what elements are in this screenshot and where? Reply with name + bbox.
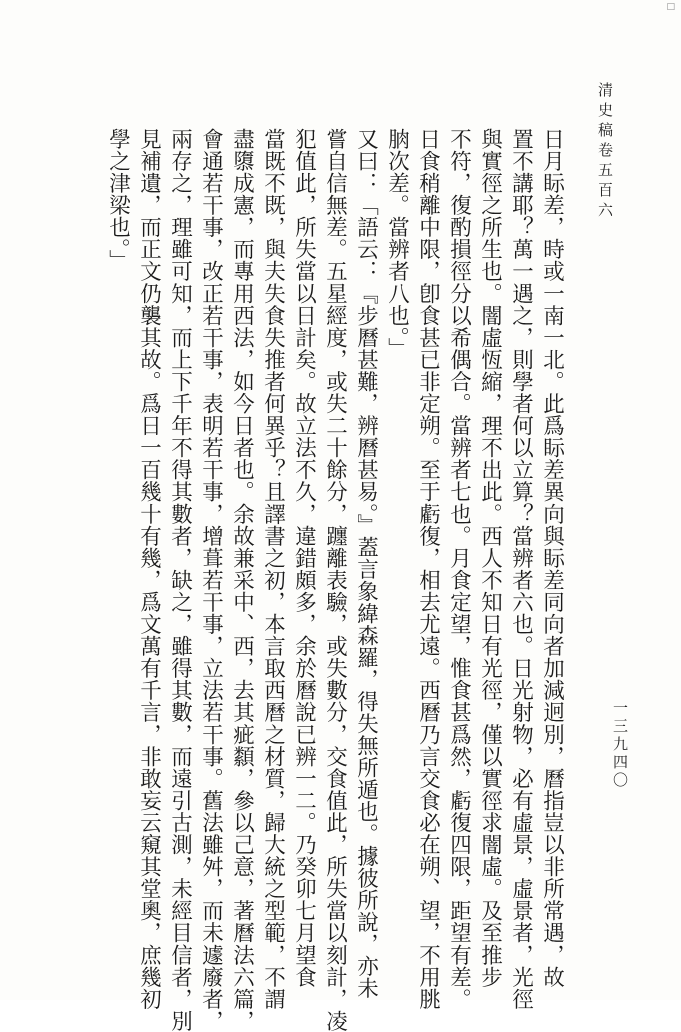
text-column: 當既不既，與夫失食失推者何異乎？且譯書之初，本言取西曆之材質，歸大統之型範，不謂 xyxy=(260,128,286,1010)
text-column: 見補遺，而正文仍襲其故。爲日一百幾十有幾，爲文萬有千言，非敢妄云窺其堂奧，庶幾初 xyxy=(136,128,162,1010)
text-column: 嘗自信無差。五星經度，或失二十餘分，躔離表驗，或失數分，交食值此，所失當以刻計，凌 xyxy=(322,128,348,1032)
text-column: 盡隳成憲，而專用西法，如今日者也。余故兼采中、西，去其疵纇，參以己意，著曆法六篇， xyxy=(229,128,255,1032)
running-header-title: 清史稿卷五百六 xyxy=(596,82,614,222)
text-column: 日月眎差，時或一南一北。此爲眎差異向與眎差同向者加減迥別，曆指豈以非所常遇，故 xyxy=(539,128,565,988)
page-number: 一三九四〇 xyxy=(611,700,629,790)
text-column: 與實徑之所生也。闇虛恆縮，理不出此。西人不知日有光徑，僅以實徑求闇虛。及至推步 xyxy=(477,128,503,988)
text-column: 不符，復酌損徑分以希偶合。當辨者七也。月食定望，惟食甚爲然，虧復四限，距望有差。 xyxy=(446,128,472,1010)
corner-mark: □ xyxy=(666,2,675,12)
text-column: 會通若干事，改正若干事，表明若干事，增葺若干事，立法若干事。舊法雖舛，而未遽廢者， xyxy=(198,128,224,1032)
text-column: 朒次差。當辨者八也。」 xyxy=(384,128,410,360)
text-column: 又曰：「語云：『步曆甚難，辨曆甚易。』蓋言象緯森羅，得失無所遁也。據彼所說，亦未 xyxy=(353,128,379,1000)
text-column: 學之津梁也。」 xyxy=(105,128,131,272)
text-column: 日食稍離中限，卽食甚已非定朔。至于虧復，相去尤遠。西曆乃言交食必在朔、望，不用朓 xyxy=(415,128,441,1010)
text-column: 置不講耶？萬一遇之，則學者何以立算？當辨者六也。日光射物，必有虛景，虛景者，光徑 xyxy=(508,128,534,1010)
text-column: 兩存之，理雖可知，而上下千年不得其數者，缺之，雖得其數，而遠引古測，未經目信者，別 xyxy=(167,128,193,1032)
text-column: 犯值此，所失當以日計矣。故立法不久，違錯頗多，余於曆說已辨一二。乃癸卯七月望食 xyxy=(291,128,317,988)
